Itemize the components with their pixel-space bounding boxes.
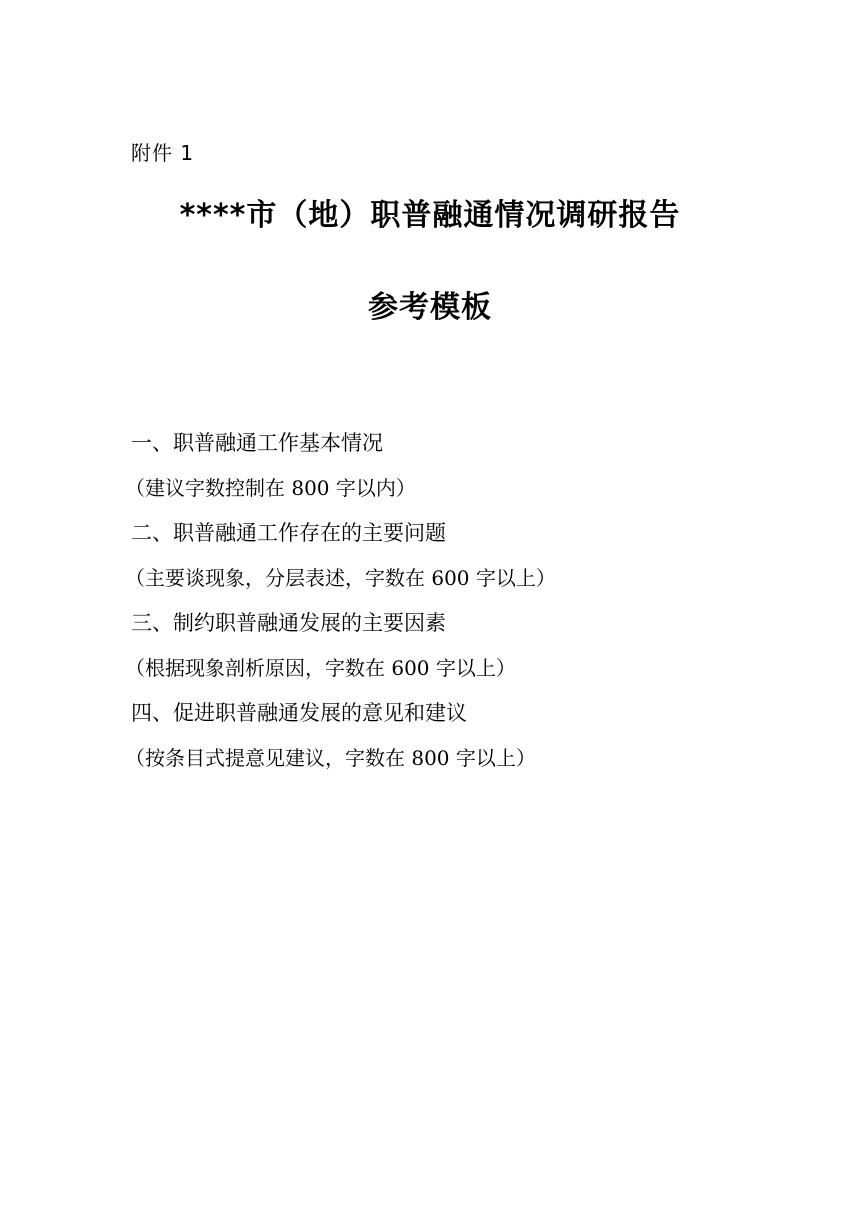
attachment-label: 附件 1 <box>131 141 195 165</box>
section-heading: 三、制约职普融通发展的主要因素 <box>131 611 446 635</box>
section-1 <box>125 428 831 503</box>
section-note: （根据现象剖析原因，字数在 600 字以上） <box>125 656 516 680</box>
section-4 <box>125 698 831 773</box>
section-heading: 四、促进职普融通发展的意见和建议 <box>131 701 467 725</box>
section-2 <box>125 518 831 593</box>
section-note: （建议字数控制在 800 字以内） <box>125 476 416 500</box>
section-3 <box>125 608 831 683</box>
document-title: ****市（地）职普融通情况调研报告 <box>179 198 681 233</box>
section-note: （按条目式提意见建议，字数在 800 字以上） <box>125 746 536 770</box>
document-subtitle: 参考模板 <box>368 290 492 325</box>
section-note: （主要谈现象，分层表述，字数在 600 字以上） <box>125 566 556 590</box>
section-heading: 二、职普融通工作存在的主要问题 <box>131 521 446 545</box>
section-heading: 一、职普融通工作基本情况 <box>131 431 383 455</box>
